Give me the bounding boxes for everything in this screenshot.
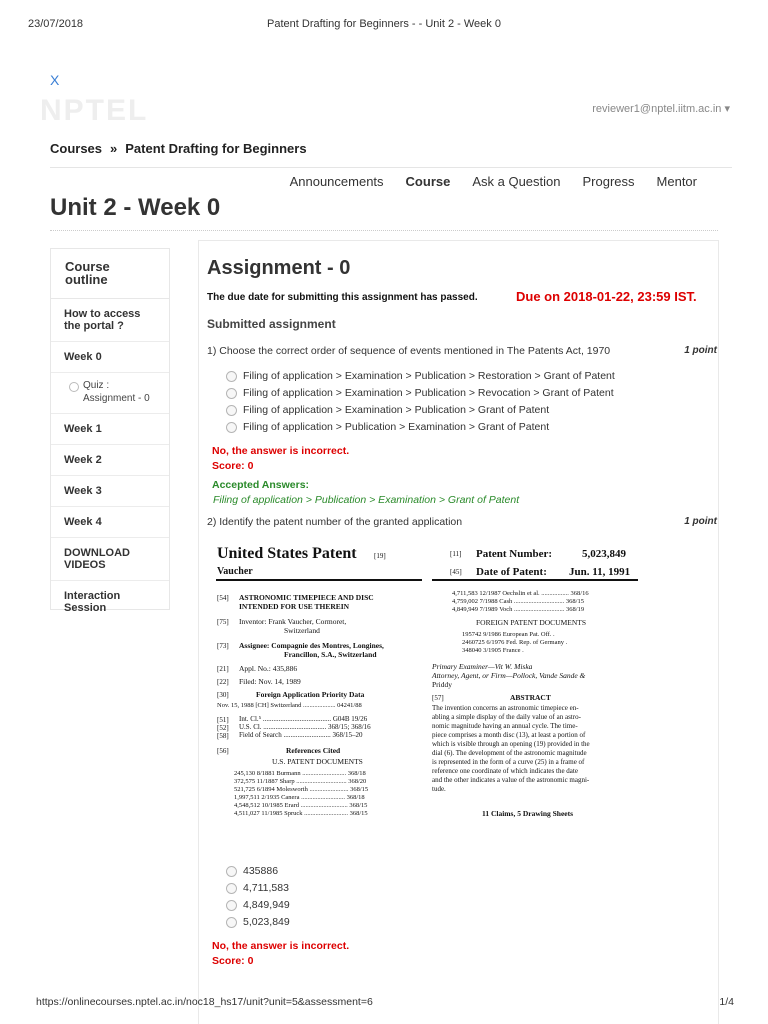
patent-field-code: [58] [217,732,229,740]
q1-score: Score: 0 [212,460,254,472]
q1-option-3[interactable] [226,404,549,416]
radio-icon [226,900,237,911]
sidebar-subitem-quiz[interactable] [51,373,169,414]
sidebar-item-week-4[interactable]: Week 4 [51,507,169,538]
patent-abstract-line: piece comprises a month disc (13), at least a portion of [432,731,586,739]
patent-assignee: Francillon, S.A., Switzerland [284,650,377,659]
divider [50,167,732,168]
patent-us-doc-row: 4,849,949 7/1989 Voch ............................... 368/19 [452,606,585,613]
patent-foreign-doc-row: 2460725 6/1976 Fed. Rep. of Germany . [462,639,568,646]
patent-us-doc-row: 372,575 11/1887 Sharp ............................... 368/20 [234,778,367,785]
option-label: Filing of application > Examination > Publication > Restoration > Grant of Patent [243,370,615,382]
patent-us-docs-heading: U.S. PATENT DOCUMENTS [272,757,363,766]
patent-field-code: [52] [217,724,229,732]
q1-option-2[interactable] [226,387,614,399]
option-label: Filing of application > Examination > Publication > Revocation > Grant of Patent [243,387,614,399]
q2-option-3[interactable] [226,899,290,911]
nav-ask-a-question[interactable]: Ask a Question [472,174,561,189]
patent-abstract-line: tude. [432,785,446,793]
patent-abstract-heading: ABSTRACT [510,693,551,702]
radio-icon [226,866,237,877]
patent-filed: Filed: Nov. 14, 1989 [239,677,301,686]
patent-foreign-doc-row: 195742 9/1986 European Pat. Off. . [462,631,555,638]
question-1-text: 1) Choose the correct order of sequence of events mentioned in The Patents Act, 1970 [207,345,611,357]
radio-icon [226,405,237,416]
course-outline-sidebar [50,248,170,614]
user-menu[interactable] [592,102,730,115]
patent-field-code: [56] [217,747,229,755]
accepted-answers-label: Accepted Answers: [212,479,310,491]
breadcrumb-course-link[interactable]: Patent Drafting for Beginners [125,141,307,156]
patent-examiner: Primary Examiner—Vit W. Miska [432,662,533,671]
patent-abstract-line: reference one coordinate of which indicates the date [432,767,578,775]
nav-course[interactable]: Course [405,174,451,189]
question-2-text: 2) Identify the patent number of the granted application [207,516,463,528]
page-url: https://onlinecourses.nptel.ac.in/noc18_hs17/unit?unit=5&assessment=6 [36,996,373,1008]
sidebar-item-label: How to access [64,308,141,320]
breadcrumb-separator: » [110,141,118,156]
sidebar-item-download-videos[interactable] [51,538,169,581]
nptel-logo: NPTEL [40,94,149,127]
q1-feedback: No, the answer is incorrect. [212,445,350,457]
patent-field-code: [51] [217,716,229,724]
sidebar-item-label: DOWNLOAD [64,547,130,559]
patent-abstract-line: nomic magnitude having an annual cycle. The time- [432,722,578,730]
page-title: Unit 2 - Week 0 [50,194,221,221]
q2-option-2[interactable] [226,882,289,894]
patent-appl-no: Appl. No.: 435,886 [239,664,298,673]
nav-progress[interactable]: Progress [582,174,635,189]
close-icon[interactable]: X [50,72,60,88]
patent-priority-heading: Foreign Application Priority Data [256,690,365,699]
print-date: 23/07/2018 [28,18,84,30]
patent-inventor: Inventor: Frank Vaucher, Cormoret, [239,617,347,626]
chevron-down-icon: ▾ [724,103,730,115]
patent-us-doc-row: 521,725 6/1894 Molesworth ........................ 368/15 [234,786,369,793]
sidebar-item-label: Session [64,602,107,614]
sidebar-heading-line: Course [65,259,110,274]
patent-number-value: 5,023,849 [582,548,626,560]
patent-abstract-line: which is visible through an opening (19) provided in the [432,740,590,748]
patent-field-code: [21] [217,665,229,673]
sidebar-item-how-to-access[interactable] [51,299,169,342]
patent-abstract-line: is represented in the form of a curve (25) in a frame of [432,758,585,766]
assignment-title: Assignment - 0 [207,257,351,279]
breadcrumb-courses-link[interactable]: Courses [50,141,103,156]
option-label: 435886 [243,865,279,877]
patent-field-code: [22] [217,678,229,686]
option-label: Filing of application > Examination > Publication > Grant of Patent [243,404,550,416]
nav-mentor[interactable]: Mentor [656,174,697,189]
patent-assignee: Assignee: Compagnie des Montres, Longines, [239,641,384,650]
radio-icon [226,883,237,894]
patent-foreign-doc-row: 348040 3/1905 France . [462,647,524,654]
option-label: 4,849,949 [243,899,290,911]
radio-icon [69,382,79,392]
option-label: Filing of application > Publication > Examination > Grant of Patent [243,421,550,433]
q1-option-4[interactable] [226,421,549,433]
q2-option-4[interactable] [226,916,290,928]
q2-score: Score: 0 [212,955,254,967]
patent-field-code: [73] [217,642,229,650]
patent-us-doc-row: 1,997,511 2/1935 Canera ........................... 368/18 [234,794,365,801]
patent-abstract-line: abling a simple display of the daily value of an astro- [432,713,581,721]
patent-rule [432,579,638,581]
option-label: 5,023,849 [243,916,290,928]
patent-field-of-search: Field of Search ........................... 368/15–20 [239,731,363,739]
patent-us-doc-row: 4,711,583 12/1987 Oechslin et al. ................. 368/16 [452,590,589,597]
print-title: Patent Drafting for Beginners - - Unit 2 - Week 0 [267,18,501,30]
sidebar-item-week-0[interactable]: Week 0 [51,342,169,373]
sidebar-item-week-1[interactable]: Week 1 [51,414,169,445]
q2-feedback: No, the answer is incorrect. [212,940,350,952]
sidebar-item-week-3[interactable]: Week 3 [51,476,169,507]
patent-references-heading: References Cited [286,746,341,755]
patent-abstract-line: and the other indicates a value of the astronomic magni- [432,776,590,784]
patent-inventor: Switzerland [284,626,320,635]
patent-field-code: [54] [217,594,229,602]
patent-field-code: [19] [374,552,386,560]
question-2-points: 1 point [684,516,717,527]
patent-field-code: [75] [217,618,229,626]
radio-icon [226,917,237,928]
sidebar-subitem-label: Assignment - 0 [83,393,150,404]
patent-field-code: [57] [432,694,444,702]
patent-us-doc-row: 245,130 8/1881 Burmann ........................... 368/18 [234,770,366,777]
submitted-assignment-heading: Submitted assignment [207,317,336,331]
patent-us-doc-row: 4,548,512 10/1985 Erard ............................. 368/15 [234,802,368,809]
due-date: Due on 2018-01-22, 23:59 IST. [516,289,697,304]
patent-date-value: Jun. 11, 1991 [569,566,631,578]
patent-attorney: Priddy [432,680,453,689]
sidebar-item-week-2[interactable]: Week 2 [51,445,169,476]
question-1-points: 1 point [684,345,717,356]
sidebar-subitem-label: Quiz : [83,380,110,391]
sidebar-item-label: Interaction [64,590,121,602]
patent-claims: 11 Claims, 5 Drawing Sheets [482,809,574,818]
sidebar-heading-line: outline [65,272,108,287]
sidebar-item-label: VIDEOS [64,559,106,571]
option-label: 4,711,583 [243,882,289,894]
nav-announcements[interactable]: Announcements [289,174,384,189]
patent-field-code: [11] [450,550,462,558]
patent-document-image [212,543,642,825]
radio-icon [226,371,237,382]
patent-us-doc-row: 4,759,002 7/1988 Cash ............................... 368/15 [452,598,584,605]
patent-us-cl: U.S. Cl. .................................... 368/15; 368/16 [239,723,371,731]
patent-number-label: Patent Number: [476,548,553,560]
accepted-answer-value: Filing of application > Publication > Examination > Grant of Patent [213,494,520,506]
patent-int-cl: Int. Cl.⁵ ....................................... G04B 19/26 [239,715,368,723]
patent-priority-row: Nov. 15, 1988 [CH] Switzerland .................... 04241/88 [217,702,362,709]
sidebar-heading [51,249,169,299]
patent-date-label: Date of Patent: [476,566,547,578]
q1-option-1[interactable] [226,370,615,382]
sidebar-item-interaction-session[interactable] [51,581,169,623]
patent-abstract-line: dial (6). The development of the astronomic magnitude [432,749,587,757]
patent-field-code: [30] [217,691,229,699]
radio-icon [226,388,237,399]
course-nav [268,174,697,189]
breadcrumb [50,141,307,156]
patent-field-code: [45] [450,568,462,576]
patent-foreign-docs-heading: FOREIGN PATENT DOCUMENTS [476,618,587,627]
divider [50,230,718,231]
patent-attorney: Attorney, Agent, or Firm—Pollock, Vande Sande & [432,671,586,680]
patent-rule [216,579,422,581]
patent-inventor-name: Vaucher [217,566,253,577]
patent-abstract-line: The invention concerns an astronomic timepiece en- [432,704,579,712]
due-date-passed-note: The due date for submitting this assignment has passed. [207,292,478,303]
radio-icon [226,422,237,433]
patent-invention-title: INTENDED FOR USE THEREIN [239,602,350,611]
page-number: 1/4 [719,996,734,1008]
user-email: reviewer1@nptel.iitm.ac.in [592,103,722,115]
sidebar-item-label: the portal ? [64,320,124,332]
patent-invention-title: ASTRONOMIC TIMEPIECE AND DISC [239,593,374,602]
q2-option-1[interactable] [226,865,278,877]
patent-title: United States Patent [217,545,357,562]
patent-us-doc-row: 4,511,027 11/1985 Spruck ........................... 368/15 [234,810,368,817]
